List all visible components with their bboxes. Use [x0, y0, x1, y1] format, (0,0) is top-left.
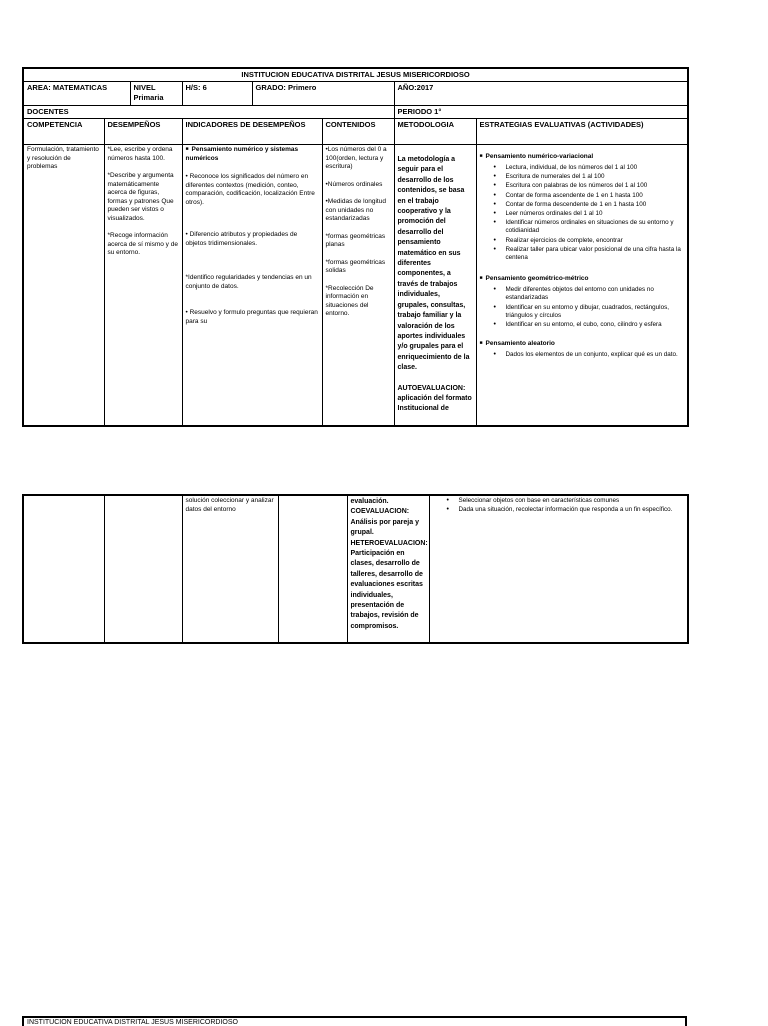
estrategia-item: • Medir diferentes objetos del entorno con unidades no estandarizadas [506, 286, 685, 302]
col-contenidos: CONTENIDOS [322, 119, 394, 145]
col-competencia: COMPETENCIA [23, 119, 104, 145]
estrategia-item: • Seleccionar objetos con base en características comunes [459, 497, 685, 505]
indicadores-title: Pensamiento numérico y sistemas numéricos [185, 146, 299, 162]
estrategia-item: • Escritura con palabras de los números del 1 al 100 [506, 182, 685, 190]
metodologia-cell-cont [347, 495, 429, 643]
metodologia-line: Análisis por pareja y grupal. [350, 518, 419, 537]
estrategia-title: Pensamiento numérico-variacional [485, 153, 594, 160]
estrategia-item: • Identificar en su entorno y dibujar, cuadrados, rectángulos, triángulos y círculos [506, 304, 685, 320]
desempeno-item: *Lee, escribe y ordena números hasta 100. [107, 146, 173, 162]
estrategia-item: • Realizar ejercicios de complete, encontrar [506, 237, 685, 245]
estrategia-title: Pensamiento aleatorio [485, 340, 555, 348]
contenido-item: *Recolección De información en situaciones del entorno. [325, 284, 374, 317]
competencia-cell: Formulación, tratamiento y resolución de problemas [23, 145, 104, 426]
estrategia-list [433, 497, 685, 514]
estrategia-item: • Dada una situación, recolectar información que responda a un fin específico. [459, 506, 685, 514]
hs-cell: H/S: 6 [182, 82, 252, 106]
desempeno-item: *Recoge información acerca de sí mismo y de su entorno. [107, 232, 178, 256]
periodo-cell: PERIODO 1° [394, 106, 688, 119]
grado-cell: GRADO: Primero [252, 82, 394, 106]
estrategia-item: • Identificar números ordinales en situaciones de su entorno y cotidianidad [506, 219, 685, 235]
estrategias-cell-cont [429, 495, 688, 643]
contenidos-cell-cont [278, 495, 347, 643]
desempeno-item: *Describe y argumenta matemáticamente acerca de figuras, formas y patrones Que pueden ser vistos o visualizados. [107, 172, 174, 222]
plan-table-page1 [22, 67, 687, 427]
contenido-item: •Números ordinales [325, 180, 383, 188]
contenidos-cell [322, 145, 394, 426]
desempenos-cell-cont [104, 495, 182, 643]
estrategia-list [480, 286, 685, 329]
estrategias-cell [476, 145, 688, 426]
indicadores-cell-cont: solución coleccionar y analizar datos del entorno [182, 495, 278, 643]
estrategia-list [480, 351, 685, 359]
next-page-institution-title: INSTITUCION EDUCATIVA DISTRITAL JESUS MISERICORDIOSO [22, 1016, 687, 1026]
indicador-item: • Diferencio atributos y propiedades de objetos tridimensionales. [185, 231, 298, 247]
estrategia-item: • Contar de forma descendente de 1 en 1 hasta 100 [506, 201, 685, 209]
col-estrategias: ESTRATEGIAS EVALUATIVAS (ACTIVIDADES) [476, 119, 688, 145]
anio-cell: AÑO:2017 [394, 82, 688, 106]
contenido-item: •Medidas de longitud con unidades no estandarizadas [325, 198, 386, 222]
estrategia-item: • Realizar taller para ubicar valor posicional de una cifra hasta la centena [506, 246, 685, 262]
metodologia-cell [394, 145, 476, 426]
metodologia-line: Participación en clases, desarrollo de talleres, desarrollo de evaluaciones escritas individuales, presentación de trabajos, revisión de compromisos. [350, 550, 423, 630]
contenido-item: *formas geométricas planas [325, 232, 386, 248]
estrategia-item: • Contar de forma ascendente de 1 en 1 hasta 100 [506, 192, 685, 200]
estrategia-item: • Identificar en su entorno, el cubo, cono, cilindro y esfera [506, 321, 685, 329]
contenido-item: •Los números del 0 a 100(orden, lectura y escritura) [325, 146, 387, 170]
estrategia-item: • Escritura de numerales del 1 al 100 [506, 173, 685, 181]
estrategia-title: Pensamiento geométrico-métrico [485, 275, 589, 283]
col-indicadores: INDICADORES DE DESEMPEÑOS [182, 119, 322, 145]
metodologia-line: evaluación. [350, 498, 389, 505]
institution-title: INSTITUCION EDUCATIVA DISTRITAL JESUS MISERICORDIOSO [23, 68, 688, 82]
nivel-cell: NIVEL Primaria [130, 82, 182, 106]
estrategia-item: • Leer números ordinales del 1 al 10 [506, 210, 685, 218]
docentes-cell: DOCENTES [23, 106, 394, 119]
autoevaluacion-text: AUTOEVALUACION: aplicación del formato Institucional de [397, 384, 472, 413]
indicador-item: *Identifico regularidades y tendencias en un conjunto de datos. [185, 274, 312, 290]
contenido-item: *formas geométricas solidas [325, 258, 386, 274]
plan-table-page2 [22, 494, 687, 644]
metodologia-text: La metodología a seguir para el desarrollo de los contenidos, se basa en el trabajo cooperativo y la promoción del desarrollo del pensamiento matemático en sus diferentes componentes, a través de trabajos individuales, grupales, consultas, trabajo familiar y la valoración de los aportes individuales y/o grupales para el enriquecimiento de la clase. [397, 156, 470, 372]
desempenos-cell [104, 145, 182, 426]
estrategia-item: • Dados los elementos de un conjunto, explicar qué es un dato. [506, 351, 685, 359]
indicadores-cell [182, 145, 322, 426]
col-desempenos: DESEMPEÑOS [104, 119, 182, 145]
coevaluacion-label: COEVALUACION: [350, 508, 410, 516]
estrategia-list [480, 164, 685, 262]
heteroevaluacion-label: HETEROEVALUACION: [350, 539, 428, 547]
competencia-cell-cont [23, 495, 104, 643]
col-metodologia: METODOLOGIA [394, 119, 476, 145]
area-cell: AREA: MATEMATICAS [23, 82, 130, 106]
indicador-item: • Reconoce los significados del número en diferentes contextos (medición, conteo, comparación, codificación, localización Entre otros). [185, 173, 315, 206]
estrategia-item: • Lectura, individual, de los números del 1 al 100 [506, 164, 685, 172]
indicador-item: • Resuelvo y formulo preguntas que requieran para su [185, 309, 318, 325]
